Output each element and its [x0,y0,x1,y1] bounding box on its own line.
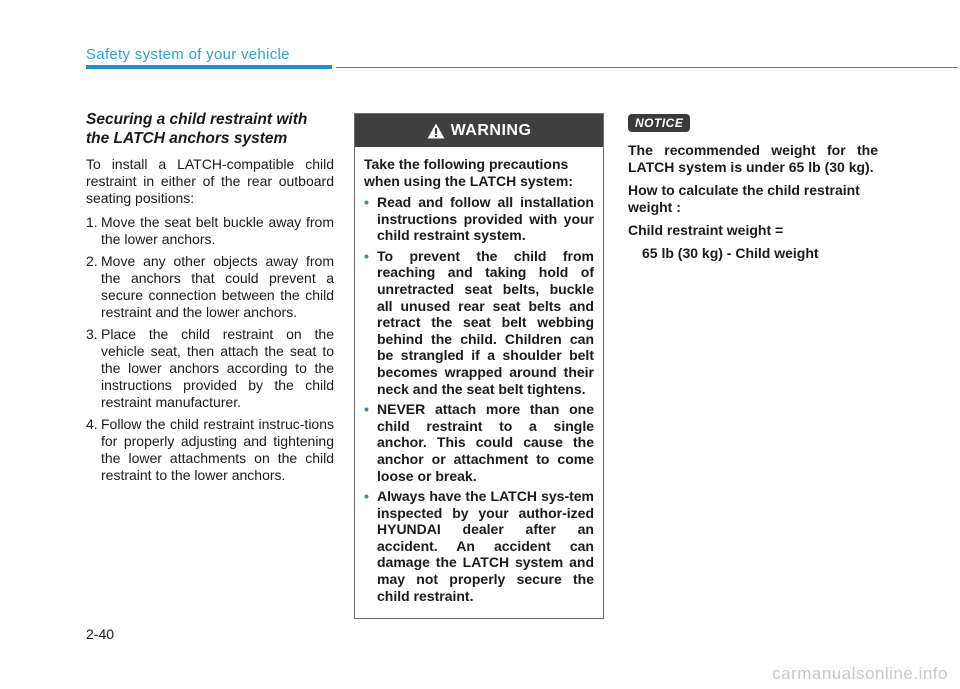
warning-item-text: NEVER attach more than one child restraint to a single anchor. This could cause the anchor or attachment to come loose or break. [377,401,594,484]
bullet-icon: • [364,488,369,505]
list-item [364,248,594,397]
list-item [364,488,594,604]
header-title: Safety system of your vehicle [86,46,290,63]
notice-text: The recommended weight for the LATCH system is under 65 lb (30 kg). [628,142,878,175]
warning-content [355,147,603,604]
step-number: 4. [86,416,98,432]
left-column [86,110,334,489]
watermark: carmanualsonline.info [772,664,948,683]
calc-heading: How to calculate the child restraint weight : [628,182,860,215]
bullet-icon: • [364,194,369,210]
step-text: Move any other objects away from the anchors that could prevent a secure connection between the child restraint and the lower anchors. [101,253,334,320]
step-text: Move the seat belt buckle away from the lower anchors. [101,214,334,247]
list-item [86,326,334,411]
step-number: 3. [86,326,98,342]
bullet-icon: • [364,401,369,418]
step-number: 2. [86,253,98,269]
formula: 65 lb (30 kg) - Child weight [642,245,819,261]
steps-list [86,214,334,484]
list-item [86,253,334,321]
page-number: 2-40 [86,626,115,642]
section-heading: Securing a child restraint with the LATCH anchors system [86,111,308,147]
header-rule-thin [336,67,958,68]
list-item [364,194,594,244]
formula-label: Child restraint weight = [628,222,784,238]
list-item [364,401,594,484]
step-text: Follow the child restraint instruc-tions for properly adjusting and tightening the lower attachments on the child restraint to the lower anchors. [101,416,334,483]
warning-header [355,114,603,147]
header-rule-thick [86,65,332,69]
bullet-icon: • [364,247,369,264]
right-column [628,114,878,268]
intro-paragraph: To install a LATCH-compatible child restraint in either of the rear outboard seating positions: [86,156,334,206]
notice-badge: NOTICE [628,114,690,132]
warning-item-text: Always have the LATCH sys-tem inspected by your author-ized HYUNDAI dealer after an accident. An accident can damage the LATCH system and may not properly secure the child restraint. [377,488,594,604]
list-item [86,416,334,484]
step-number: 1. [86,214,98,230]
warning-box [354,113,604,619]
step-text: Place the child restraint on the vehicle seat, then attach the seat to the lower anchors according to the instructions provided by the child restraint manufacturer. [101,326,334,410]
warning-intro: Take the following precautions when using the LATCH system: [364,156,573,189]
warning-item-text: To prevent the child from reaching and taking hold of unretracted seat belts, buckle all unused rear seat belts and retract the seat belt webbing behind the child. Children can be strangled if a shoulder belt becomes wrapped around their neck and the seat belt tightens. [377,247,594,397]
warning-label: WARNING [450,121,532,139]
warning-item-text: Read and follow all installation instructions provided with your child restraint system. [377,194,594,244]
warning-triangle-icon [427,123,445,139]
warning-list [364,194,594,604]
list-item [86,214,334,248]
